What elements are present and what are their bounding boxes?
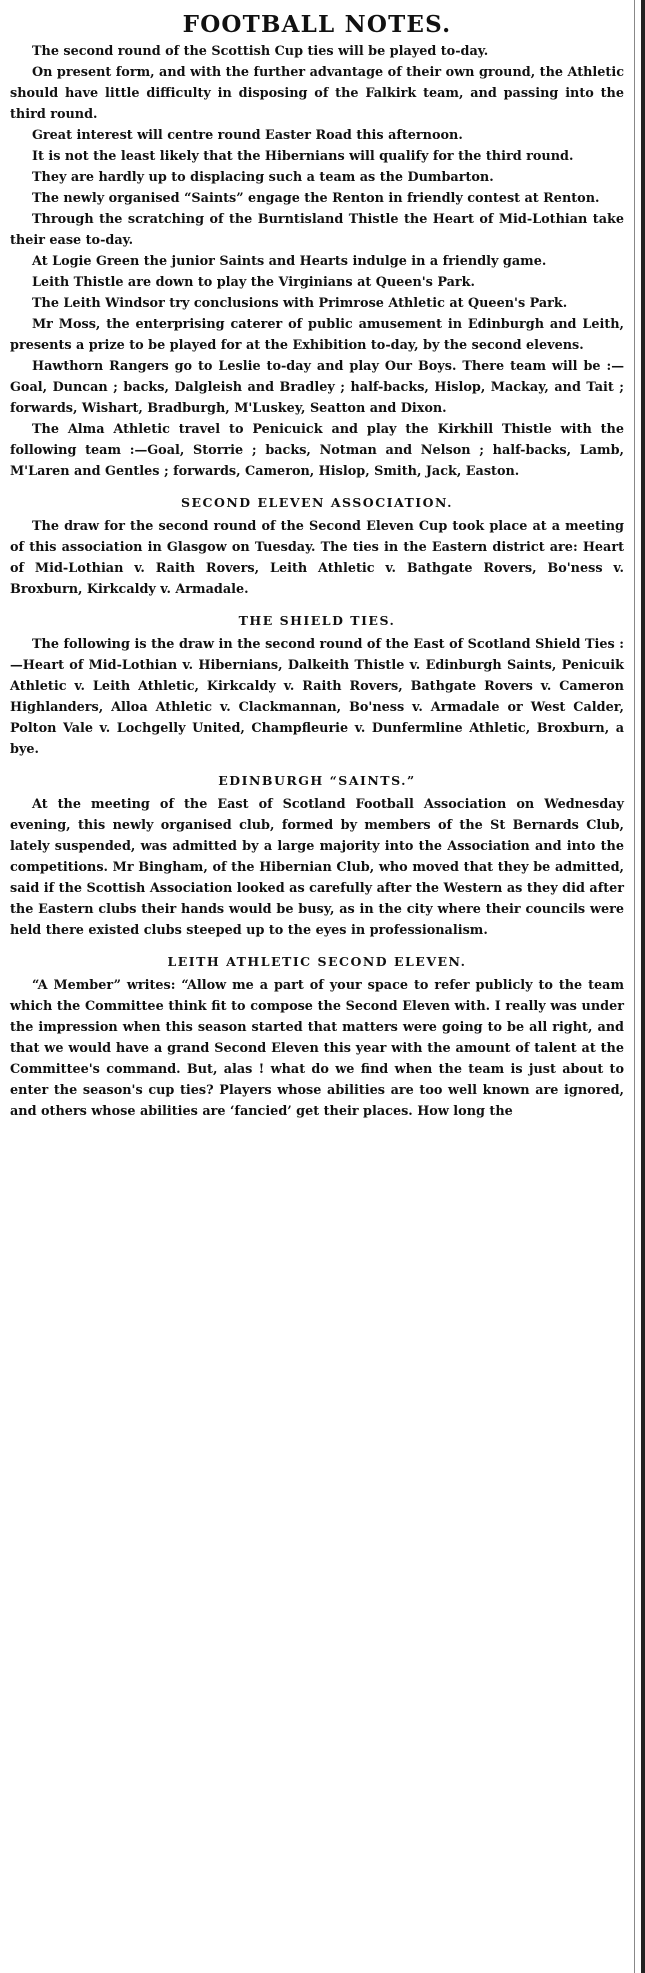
column-rule [634,0,635,1973]
paragraph: “A Member” writes: “Allow me a part of your space to refer publicly to the team which the Committee think fit to compose the Second Eleven with. I really was under the impression when this season started that matters were going to be all right, and that we would have a grand Second Eleven this year with the amount of talent at the Committee's command. But, alas ! what do we find when the team is just about to enter the season's cup ties? Players whose abilities are too well known are ignored, and others whose abilities are ‘fancied’ get their places. How long the [10,978,624,1119]
paragraph: At Logie Green the junior Saints and Hearts indulge in a friendly game. [32,254,547,269]
paragraph: It is not the least likely that the Hibernians will qualify for the third round. [32,149,574,164]
paragraph: The Alma Athletic travel to Penicuick and play the Kirkhill Thistle with the following team :—Goal, Storrie ; backs, Notman and Nelson ; half-backs, Lamb, M'Laren and Gentles ; forwards, Cameron, Hislop, Smith, Jack, Easton. [10,422,624,479]
cropped-previous-text [12,0,624,6]
paragraph: Through the scratching of the Burntisland Thistle the Heart of Mid-Lothian take their ease to-day. [10,212,624,248]
paragraph: Hawthorn Rangers go to Leslie to-day and play Our Boys. There team will be :—Goal, Duncan ; backs, Dalgleish and Bradley ; half-backs, Hislop, Mackay, and Tait ; forwards, Wishart, Bradburgh, M'Luskey, Seatton and Dixon. [10,359,624,416]
section-heading: THE SHIELD TIES. [238,613,396,628]
paragraph: Mr Moss, the enterprising caterer of public amusement in Edinburgh and Leith, presents a prize to be played for at the Exhibition to-day, by the second elevens. [10,317,624,353]
article-column [10,0,624,1973]
paragraph: Great interest will centre round Easter Road this afternoon. [32,128,463,143]
paragraph: The draw for the second round of the Second Eleven Cup took place at a meeting of this association in Glasgow on Tuesday. The ties in the Eastern district are: Heart of Mid-Lothian v. Raith Rovers, Leith Athletic v. Bathgate Rovers, Bo'ness v. Broxburn, Kirkcaldy v. Armadale. [10,519,624,597]
section-heading: SECOND ELEVEN ASSOCIATION. [180,495,454,510]
section-heading: LEITH ATHLETIC SECOND ELEVEN. [167,954,467,969]
headline: FOOTBALL NOTES. [182,11,452,38]
paragraph: Leith Thistle are down to play the Virginians at Queen's Park. [32,275,475,290]
paragraph: On present form, and with the further advantage of their own ground, the Athletic should have little difficulty in disposing of the Falkirk team, and passing into the third round. [10,65,624,122]
column-edge [641,0,645,1973]
section-heading: EDINBURGH “SAINTS.” [218,773,416,788]
paragraph: The newly organised “Saints” engage the Renton in friendly contest at Renton. [32,191,600,206]
paragraph: The following is the draw in the second round of the East of Scotland Shield Ties :—Heart of Mid-Lothian v. Hibernians, Dalkeith Thistle v. Edinburgh Saints, Penicuik Athletic v. Leith Athletic, Kirkcaldy v. Raith Rovers, Bathgate Rovers v. Cameron Highlanders, Alloa Athletic v. Clackmannan, Bo'ness v. Armadale or West Calder, Polton Vale v. Lochgelly United, Champfleurie v. Dunfermline Athletic, Broxburn, a bye. [10,637,624,757]
paragraph: At the meeting of the East of Scotland Football Association on Wednesday evening, this newly organised club, formed by members of the St Bernards Club, lately suspended, was admitted by a large majority into the Association and into the competitions. Mr Bingham, of the Hibernian Club, who moved that they be admitted, said if the Scottish Association looked as carefully after the Western as they did after the Eastern clubs their hands would be busy, as in the city where their councils were held there existed clubs steeped up to the eyes in professionalism. [10,797,624,938]
paragraph: The Leith Windsor try conclusions with Primrose Athletic at Queen's Park. [32,296,568,311]
paragraph: The second round of the Scottish Cup ties will be played to-day. [32,44,489,59]
paragraph: They are hardly up to displacing such a team as the Dumbarton. [32,170,494,185]
